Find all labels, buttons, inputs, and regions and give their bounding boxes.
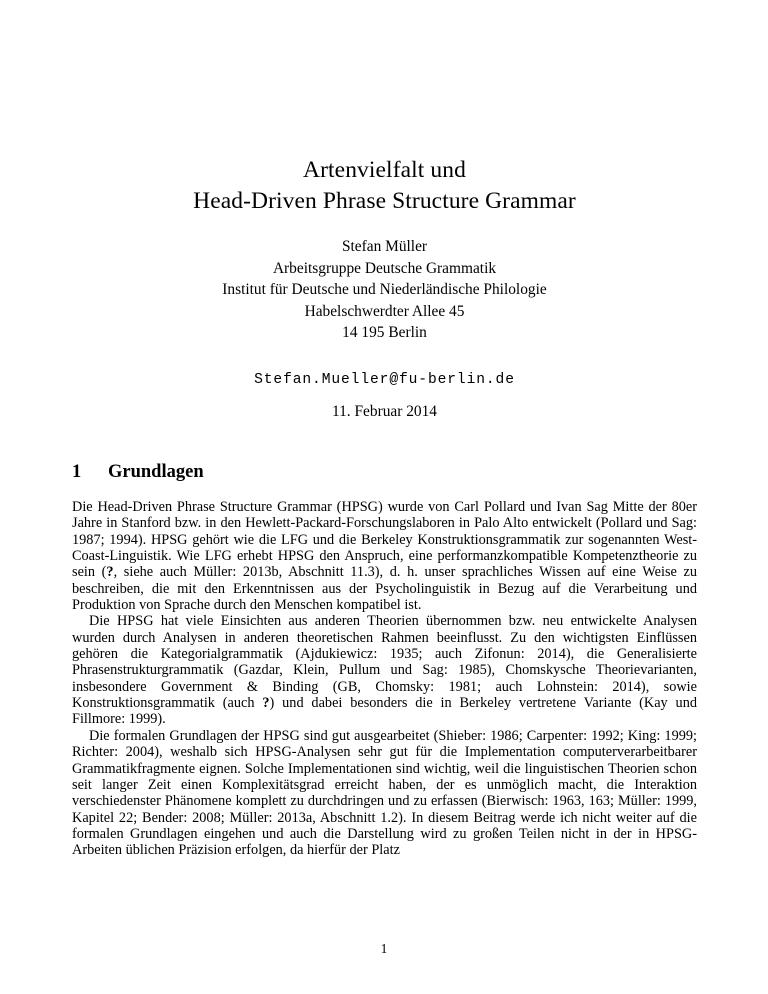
paragraph-2	[72, 613, 697, 727]
document-date: 11. Februar 2014	[331, 403, 437, 420]
paragraph-2-part-a: Die HPSG hat viele Einsichten aus anderen Theorien übernommen bzw. neu entwickelte Analysen wurden durch Analysen in anderen theoretischen Rahmen beeinflusst. Zu den wichtigsten Einflüssen gehören die Kategorialgrammatik (Ajdukiewicz: 1935; auch Zifonun: 2014), die Generalisierte Phrasenstrukturgrammatik (Gazdar, Klein, Pullum und Sag: 1985), Chomskysche Theorievarianten, insbesondere Government & Binding (GB, Chomsky: 1981; auch Lohnstein: 2014), sowie Konstruktionsgrammatik (auch	[72, 613, 697, 712]
author-name: Stefan Müller	[341, 238, 428, 255]
author-email: Stefan.Mueller@fu-berlin.de	[254, 372, 515, 388]
document-title	[72, 155, 697, 217]
affiliation-institute: Institut für Deutsche und Niederländische Philologie	[222, 281, 547, 298]
section-title: Grundlagen	[108, 462, 204, 482]
paragraph-1-part-b: , siehe auch Müller: 2013b, Abschnitt 11.3), d. h. unser sprachliches Wissen auf eine Weise zu beschreiben, die mit den Erkenntnissen aus der Psycholinguistik in Bezug auf die Verarbeitung und Produktion von Sprache durch den Menschen kompatibel ist.	[72, 564, 697, 614]
paragraph-1-part-a: Die Head-Driven Phrase Structure Grammar (HPSG) wurde von Carl Pollard und Ivan Sag Mitte der 80er Jahre in Stanford bzw. in den Hewlett-Packard-Forschungslaboren in Palo Alto entwickelt (Pollard und Sag: 1987; 1994). HPSG gehört wie die LFG und die Berkeley Konstruktionsgrammatik zur sogenannten West-Coast-Linguistik. Wie LFG erhebt HPSG den Anspruch, eine performanzkompatible Kompetenztheorie zu sein (	[72, 499, 697, 581]
unresolved-citation-marker: ?	[106, 564, 114, 581]
body-text	[72, 499, 697, 859]
affiliation-street: Habelschwerdter Allee 45	[304, 302, 465, 320]
date-block	[72, 401, 697, 422]
page-number: 1	[380, 941, 388, 956]
section-heading	[72, 460, 697, 484]
section-number: 1	[72, 462, 82, 482]
affiliation-group: Arbeitsgruppe Deutsche Grammatik	[272, 259, 497, 277]
author-affiliation-block	[72, 236, 697, 344]
paragraph-3: Die formalen Grundlagen der HPSG sind gut ausgearbeitet (Shieber: 1986; Carpenter: 1992; King: 1999; Richter: 2004), weshalb sich HPSG-Analysen sehr gut für die Implementation computerverarbeitbarer Grammatikfragmente eignen. Solche Implementationen sind wichtig, weil die linguistischen Theorien schon seit langer Zeit einen Komplexitätsgrad erreicht haben, der es unmöglich macht, die Interaktion verschiedenster Phänomene komplett zu durchdringen und zu erfassen (Bierwisch: 1963, 163; Müller: 1999, Kapitel 22; Bender: 2008; Müller: 2013a, Abschnitt 1.2). In diesem Beitrag werde ich nicht weiter auf die formalen Grundlagen eingehen und auch die Darstellung wird zu großen Teilen nicht in der in HPSG-Arbeiten üblichen Präzision erfolgen, da hierfür der Platz	[72, 727, 697, 859]
affiliation-city: 14 195 Berlin	[342, 324, 427, 341]
paragraph-1	[72, 499, 697, 613]
title-line-1: Artenvielfalt und	[303, 157, 466, 183]
paragraph-2-part-b: ) und dabei besonders die in Berkeley vertretene Variante (Kay und Fillmore: 1999).	[72, 695, 697, 728]
title-line-2: Head-Driven Phrase Structure Grammar	[193, 188, 576, 214]
unresolved-citation-marker: ?	[262, 695, 270, 712]
email-block	[72, 370, 697, 390]
